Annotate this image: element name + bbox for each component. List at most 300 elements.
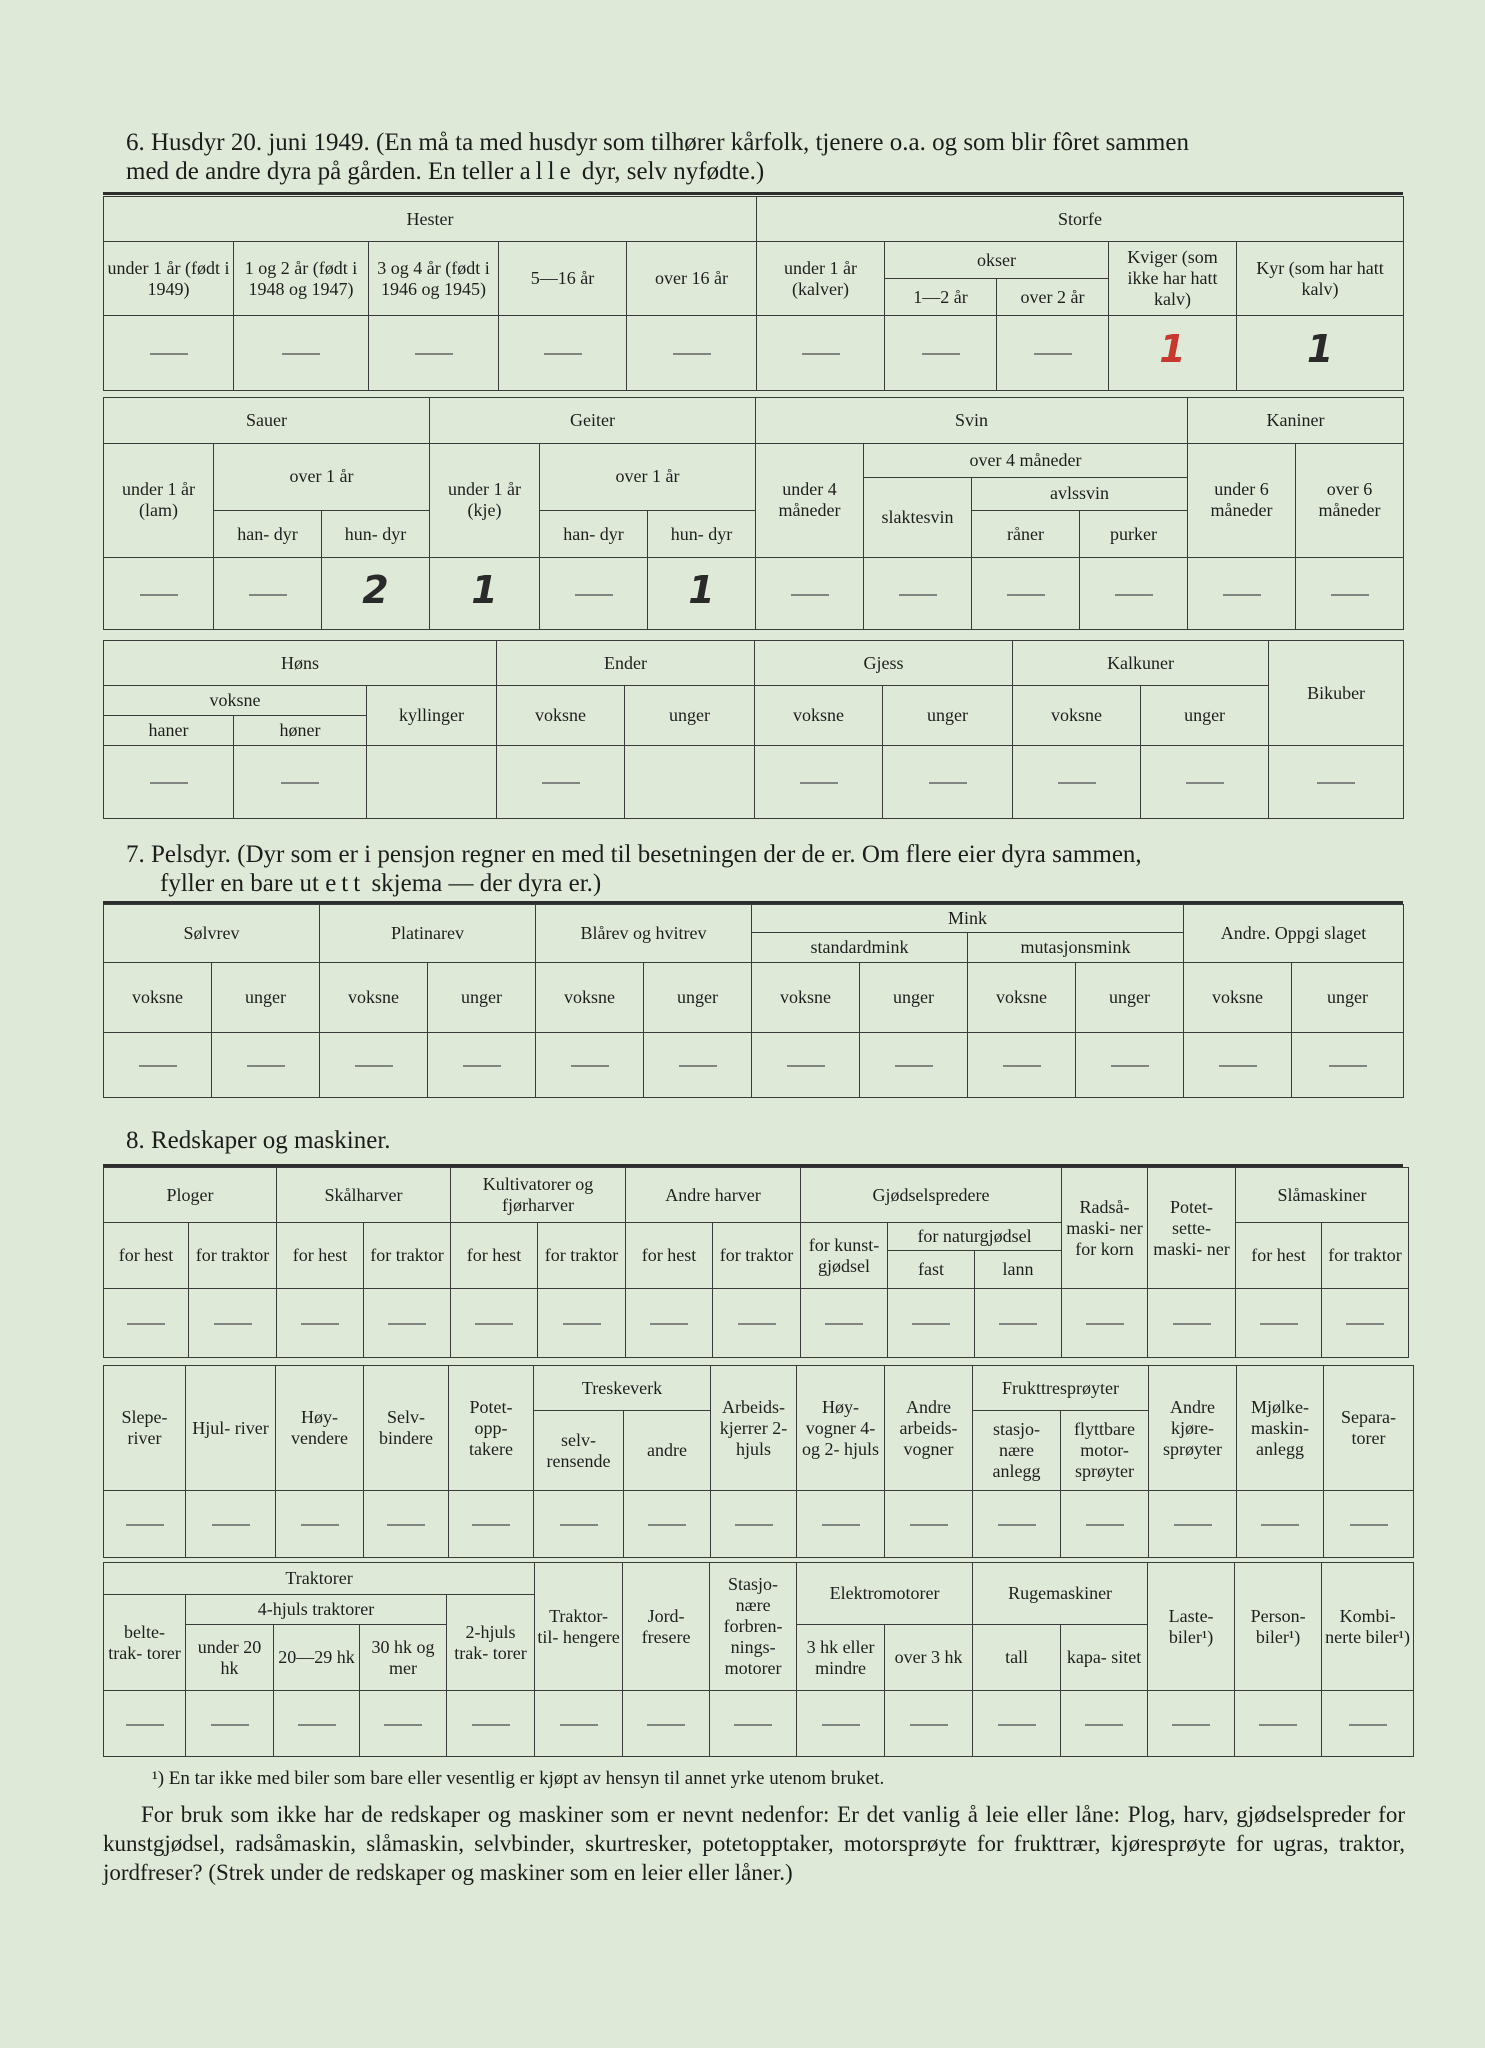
gjess-header: Gjess — [755, 641, 1013, 686]
section-6-line2 — [126, 157, 1406, 186]
col-unger: unger — [212, 963, 320, 1033]
sla-hest: for hest — [1236, 1223, 1322, 1289]
table-redskaper-1 — [103, 1167, 1485, 1358]
sauer-under-1: under 1 år (lam) — [104, 443, 214, 558]
entry-cell[interactable] — [757, 316, 885, 391]
beltetraktorer-header: belte- trak- torer — [104, 1595, 186, 1691]
potetopptakere-header: Potet- opp- takere — [449, 1366, 534, 1491]
footnote: ¹) En tar ikke med biler som bare eller vesentlig er kjøpt av hensyn til annet yrke utenom bruket. — [152, 1768, 885, 1789]
entry-cell[interactable] — [449, 1491, 534, 1558]
frukt-stasjonaere: stasjo- nære anlegg — [973, 1411, 1061, 1491]
section-8-title: 8. Redskaper og maskiner. — [126, 1127, 391, 1154]
col-voksne: voksne — [968, 963, 1076, 1033]
haner: haner — [104, 716, 234, 746]
hoyvogner-header: Høy- vogner 4- og 2- hjuls — [797, 1366, 885, 1491]
potetsettemaskiner-header: Potet- sette- maski- ner — [1148, 1168, 1236, 1289]
entry-cell[interactable] — [212, 1033, 320, 1098]
dash-mark — [1007, 594, 1045, 596]
col-voksne: voksne — [1184, 963, 1292, 1033]
section-6-rule — [103, 192, 1403, 195]
entry-cell[interactable] — [625, 746, 755, 819]
andre-hest: for hest — [626, 1223, 713, 1289]
entry-cell[interactable] — [104, 316, 234, 391]
col-unger: unger — [860, 963, 968, 1033]
entry-cell[interactable] — [1292, 1033, 1404, 1098]
dash-mark — [214, 1323, 252, 1325]
dash-mark — [929, 782, 967, 784]
section-6-line1: 6. Husdyr 20. juni 1949. (En må ta med husdyr som tilhører kårfolk, tjenere o.a. og som blir fôret sammen — [126, 129, 1189, 156]
entry-cell[interactable] — [104, 558, 214, 630]
slamaskiner-header: Slåmaskiner — [1236, 1168, 1409, 1223]
entry-cell[interactable] — [1324, 1491, 1414, 1558]
dash-mark — [1331, 594, 1369, 596]
entry-cell-kviger[interactable] — [1109, 316, 1237, 391]
dash-mark — [735, 1524, 773, 1526]
entry-cell[interactable] — [623, 1691, 710, 1757]
elektro-over-3hk: over 3 hk — [885, 1625, 973, 1691]
gjod-fast: fast — [888, 1251, 975, 1289]
entry-cell[interactable] — [214, 558, 322, 630]
table-redskaper-2 — [103, 1365, 1414, 1558]
storfe-under-1: under 1 år (kalver) — [757, 242, 885, 316]
entry-cell[interactable] — [360, 1691, 447, 1757]
entry-cell[interactable] — [801, 1289, 888, 1358]
hester-header: Hester — [104, 197, 757, 242]
entry-cell[interactable] — [1322, 1691, 1414, 1757]
entry-cell[interactable] — [644, 1033, 752, 1098]
entry-cell[interactable] — [648, 558, 756, 630]
entry-cell[interactable] — [364, 1491, 449, 1558]
hjulriver-header: Hjul- river — [186, 1366, 276, 1491]
svin-under-4: under 4 måneder — [756, 443, 864, 558]
kult-hest: for hest — [451, 1223, 538, 1289]
dash-mark — [571, 1065, 609, 1067]
entry-cell[interactable] — [186, 1491, 276, 1558]
dash-mark — [1350, 1524, 1388, 1526]
andre-arbeidsvogner-header: Andre arbeids- vogner — [885, 1366, 973, 1491]
dash-mark — [301, 1524, 339, 1526]
table-redskaper-3 — [103, 1562, 1414, 1757]
treskeverk-selvrensende: selv- rensende — [534, 1411, 624, 1491]
dash-mark — [355, 1065, 393, 1067]
okser-header: okser — [885, 242, 1109, 279]
kyr-value: 1 — [1306, 327, 1334, 371]
geiter-over-1: over 1 år — [540, 443, 756, 510]
dash-mark — [140, 594, 178, 596]
dash-mark — [679, 1065, 717, 1067]
table-row — [104, 746, 1404, 819]
dash-mark — [281, 782, 319, 784]
frukttresproyter-header: Frukttresprøyter — [973, 1366, 1149, 1411]
entry-cell[interactable] — [710, 1691, 797, 1757]
dash-mark — [1003, 1065, 1041, 1067]
dash-mark — [998, 1524, 1036, 1526]
dash-mark — [1172, 1724, 1210, 1726]
entry-cell[interactable] — [234, 316, 369, 391]
ruge-kapasitet: kapa- sitet — [1061, 1625, 1148, 1691]
dash-mark — [472, 1724, 510, 1726]
ender-unger: unger — [625, 686, 755, 746]
hester-5-16: 5—16 år — [499, 242, 627, 316]
entry-cell[interactable] — [888, 1289, 975, 1358]
entry-cell[interactable] — [430, 558, 540, 630]
dash-mark — [673, 353, 711, 355]
hester-3-4: 3 og 4 år (født i 1946 og 1945) — [369, 242, 499, 316]
section-7-line2b: skjema — der dyra er.) — [371, 870, 602, 897]
entry-cell[interactable] — [540, 558, 648, 630]
ploger-hest: for hest — [104, 1223, 189, 1289]
dash-mark — [150, 782, 188, 784]
entry-cell[interactable] — [711, 1491, 797, 1558]
skal-hest: for hest — [277, 1223, 364, 1289]
entry-cell[interactable] — [369, 316, 499, 391]
ruge-tall: tall — [973, 1625, 1061, 1691]
dash-mark — [822, 1724, 860, 1726]
entry-cell[interactable] — [1322, 1289, 1409, 1358]
dash-mark — [1058, 782, 1096, 784]
geiter-header: Geiter — [430, 398, 756, 444]
gjod-natur: for naturgjødsel — [888, 1223, 1062, 1251]
entry-cell[interactable] — [104, 1289, 189, 1358]
entry-cell[interactable] — [535, 1691, 623, 1757]
section-6-line2a: med de andre dyra på gården. En teller — [126, 158, 514, 185]
dash-mark — [1260, 1323, 1298, 1325]
skalharver-header: Skålharver — [277, 1168, 451, 1223]
entry-cell[interactable] — [973, 1491, 1061, 1558]
geiter-under-1: under 1 år (kje) — [430, 443, 540, 558]
kalkuner-header: Kalkuner — [1013, 641, 1269, 686]
entry-cell[interactable] — [1061, 1491, 1149, 1558]
entry-cell[interactable] — [536, 1033, 644, 1098]
gjodselspredere-header: Gjødselspredere — [801, 1168, 1062, 1223]
andre-harver-header: Andre harver — [626, 1168, 801, 1223]
kombinerte-biler-header: Kombi- nerte biler¹) — [1322, 1563, 1414, 1691]
hester-1-2: 1 og 2 år (født i 1948 og 1947) — [234, 242, 369, 316]
table-hester-storfe — [103, 196, 1404, 391]
skal-traktor: for traktor — [364, 1223, 451, 1289]
mjolkemaskin-header: Mjølke- maskin- anlegg — [1237, 1366, 1324, 1491]
table-row — [104, 1491, 1414, 1558]
treskeverk-andre: andre — [624, 1411, 711, 1491]
radsamaskiner-header: Radså- maski- ner for korn — [1062, 1168, 1148, 1289]
entry-cell[interactable] — [538, 1289, 626, 1358]
section-7-title — [126, 840, 1406, 898]
entry-cell[interactable] — [186, 1691, 274, 1757]
dash-mark — [126, 1724, 164, 1726]
dash-mark — [475, 1323, 513, 1325]
sauer-handyr: han- dyr — [214, 510, 322, 558]
sauer-over-1: over 1 år — [214, 443, 430, 510]
dash-mark — [211, 1724, 249, 1726]
dash-mark — [895, 1065, 933, 1067]
dash-mark — [1259, 1724, 1297, 1726]
entry-cell[interactable] — [1076, 1033, 1184, 1098]
entry-cell[interactable] — [428, 1033, 536, 1098]
dash-mark — [1346, 1323, 1384, 1325]
treskeverk-header: Treskeverk — [534, 1366, 711, 1411]
dash-mark — [544, 353, 582, 355]
dash-mark — [734, 1724, 772, 1726]
entry-cell[interactable] — [1149, 1491, 1237, 1558]
hons-voksne: voksne — [104, 686, 367, 716]
entry-cell[interactable] — [885, 1491, 973, 1558]
col-voksne: voksne — [104, 963, 212, 1033]
entry-cell[interactable] — [451, 1289, 538, 1358]
hk-20-29: 20—29 hk — [274, 1625, 360, 1691]
bikuber-header: Bikuber — [1269, 641, 1404, 746]
entry-cell[interactable] — [997, 316, 1109, 391]
storfe-header: Storfe — [757, 197, 1404, 242]
entry-cell[interactable] — [104, 746, 234, 819]
arbeidskjerrer-header: Arbeids- kjerrer 2-hjuls — [711, 1366, 797, 1491]
dash-mark — [463, 1065, 501, 1067]
entry-cell[interactable] — [364, 1289, 451, 1358]
dash-mark — [1223, 594, 1261, 596]
okser-1-2: 1—2 år — [885, 279, 997, 316]
entry-cell[interactable] — [883, 746, 1013, 819]
kviger-header: Kviger (som ikke har hatt kalv) — [1109, 242, 1237, 316]
entry-cell[interactable] — [1235, 1691, 1322, 1757]
forbrenningsmotorer-header: Stasjo- nære forbren- nings- motorer — [710, 1563, 797, 1691]
avlssvin: avlssvin — [972, 478, 1188, 511]
entry-cell[interactable] — [534, 1491, 624, 1558]
entry-cell[interactable] — [1148, 1289, 1236, 1358]
under-20hk: under 20 hk — [186, 1625, 274, 1691]
section-6-title — [126, 128, 1406, 186]
dash-mark — [560, 1724, 598, 1726]
entry-cell[interactable] — [1188, 558, 1296, 630]
svin-purker: purker — [1080, 510, 1188, 558]
personbiler-header: Person- biler¹) — [1235, 1563, 1322, 1691]
entry-cell[interactable] — [497, 746, 625, 819]
dash-mark — [1173, 1323, 1211, 1325]
entry-cell[interactable] — [860, 1033, 968, 1098]
dash-mark — [139, 1065, 177, 1067]
hk-30-mer: 30 hk og mer — [360, 1625, 447, 1691]
gjess-voksne: voksne — [755, 686, 883, 746]
dash-mark — [282, 353, 320, 355]
dash-mark — [249, 594, 287, 596]
dash-mark — [1086, 1524, 1124, 1526]
ender-voksne: voksne — [497, 686, 625, 746]
dash-mark — [912, 1323, 950, 1325]
entry-cell[interactable] — [1148, 1691, 1235, 1757]
entry-cell[interactable] — [797, 1491, 885, 1558]
table-fjorfe — [103, 640, 1404, 819]
okser-over-2: over 2 år — [997, 279, 1109, 316]
section-6-line2-spaced: alle — [519, 158, 576, 185]
slaktesvin: slaktesvin — [864, 478, 972, 558]
col-voksne: voksne — [536, 963, 644, 1033]
entry-cell[interactable] — [755, 746, 883, 819]
entry-cell[interactable] — [320, 1033, 428, 1098]
dash-mark — [822, 1524, 860, 1526]
hester-under-1: under 1 år (født i 1949) — [104, 242, 234, 316]
entry-cell[interactable] — [797, 1691, 885, 1757]
ploger-traktor: for traktor — [189, 1223, 277, 1289]
geiter-hundyr: hun- dyr — [648, 510, 756, 558]
dash-mark — [415, 353, 453, 355]
entry-cell[interactable] — [367, 746, 497, 819]
entry-cell[interactable] — [322, 558, 430, 630]
kyr-header: Kyr (som har hatt kalv) — [1237, 242, 1404, 316]
dash-mark — [575, 594, 613, 596]
table-pelsdyr — [103, 904, 1404, 1098]
entry-cell[interactable] — [1062, 1289, 1148, 1358]
entry-cell[interactable] — [1013, 746, 1141, 819]
solvrev-header: Sølvrev — [104, 905, 320, 963]
gjess-unger: unger — [883, 686, 1013, 746]
dash-mark — [1186, 782, 1224, 784]
dash-mark — [301, 1323, 339, 1325]
handwritten-value: 2 — [362, 567, 389, 612]
entry-cell[interactable] — [189, 1289, 277, 1358]
kalkuner-unger: unger — [1141, 686, 1269, 746]
tohjuls-header: 2-hjuls trak- torer — [447, 1595, 535, 1691]
dash-mark — [1317, 782, 1355, 784]
entry-cell[interactable] — [864, 558, 972, 630]
gjod-lann: lann — [975, 1251, 1062, 1289]
dash-mark — [910, 1524, 948, 1526]
kviger-value: 1 — [1159, 327, 1186, 371]
rugemaskiner-header: Rugemaskiner — [973, 1563, 1148, 1625]
dash-mark — [247, 1065, 285, 1067]
col-unger: unger — [1292, 963, 1404, 1033]
table-sauer-geiter-svin — [103, 397, 1404, 630]
dash-mark — [999, 1323, 1037, 1325]
kjoresproyter-header: Andre kjøre- sprøyter — [1149, 1366, 1237, 1491]
dash-mark — [1329, 1065, 1367, 1067]
dash-mark — [384, 1724, 422, 1726]
entry-cell[interactable] — [1184, 1033, 1292, 1098]
geiter-handyr: han- dyr — [540, 510, 648, 558]
section-7-line2-spaced: ett — [325, 870, 366, 897]
frukt-flyttbare: flyttbare motor- sprøyter — [1061, 1411, 1149, 1491]
entry-cell[interactable] — [624, 1491, 711, 1558]
hoyvendere-header: Høy- vendere — [276, 1366, 364, 1491]
section-7-line1: 7. Pelsdyr. (Dyr som er i pensjon regner en med til besetningen der de er. Om flere eier dyra sammen, — [126, 841, 1142, 868]
hester-over-16: over 16 år — [627, 242, 757, 316]
dash-mark — [542, 782, 580, 784]
entry-cell[interactable] — [1080, 558, 1188, 630]
table-row — [104, 1289, 1485, 1358]
entry-cell[interactable] — [447, 1691, 535, 1757]
mink-header: Mink — [752, 905, 1184, 933]
col-voksne: voksne — [752, 963, 860, 1033]
entry-cell[interactable] — [1237, 1491, 1324, 1558]
entry-cell[interactable] — [234, 746, 367, 819]
dash-mark — [388, 1323, 426, 1325]
dash-mark — [998, 1724, 1036, 1726]
col-voksne: voksne — [320, 963, 428, 1033]
entry-cell[interactable] — [626, 1289, 713, 1358]
kyllinger: kyllinger — [367, 686, 497, 746]
dash-mark — [150, 353, 188, 355]
entry-cell[interactable] — [713, 1289, 801, 1358]
entry-cell[interactable] — [274, 1691, 360, 1757]
sleperiver-header: Slepe- river — [104, 1366, 186, 1491]
traktortilhengere-header: Traktor- til- hengere — [535, 1563, 623, 1691]
entry-cell[interactable] — [975, 1289, 1062, 1358]
dash-mark — [472, 1524, 510, 1526]
entry-cell[interactable] — [1061, 1691, 1148, 1757]
selvbindere-header: Selv- bindere — [364, 1366, 449, 1491]
mutasjonsmink-header: mutasjonsmink — [968, 933, 1184, 963]
kaniner-under-6: under 6 måneder — [1188, 443, 1296, 558]
elektromotorer-header: Elektromotorer — [797, 1563, 973, 1625]
standardmink-header: standardmink — [752, 933, 968, 963]
entry-cell-kyr[interactable] — [1237, 316, 1404, 391]
dash-mark — [648, 1524, 686, 1526]
leie-lane-paragraph: For bruk som ikke har de redskaper og maskiner som er nevnt nedenfor: Er det vanlig å leie eller låne: Plog, harv, gjødselspreder for kunstgjødsel, radsåmaskin, slåmaskin, selvbinder, skurtresker, potetopptaker, motorsprøyte for frukttrær, kjøresprøyte for ugras, traktor, jordfreser? (Strek under de redskaper og maskiner som en leier eller låner.) — [103, 1802, 1405, 1885]
entry-cell[interactable] — [885, 1691, 973, 1757]
dash-mark — [1086, 1323, 1124, 1325]
entry-cell[interactable] — [104, 1691, 186, 1757]
jordfresere-header: Jord- fresere — [623, 1563, 710, 1691]
entry-cell[interactable] — [104, 1491, 186, 1558]
dash-mark — [126, 1524, 164, 1526]
lastebiler-header: Laste- biler¹) — [1148, 1563, 1235, 1691]
entry-cell[interactable] — [973, 1691, 1061, 1757]
dash-mark — [1219, 1065, 1257, 1067]
kalkuner-voksne: voksne — [1013, 686, 1141, 746]
entry-cell[interactable] — [627, 316, 757, 391]
col-unger: unger — [428, 963, 536, 1033]
entry-cell[interactable] — [756, 558, 864, 630]
col-unger: unger — [644, 963, 752, 1033]
entry-cell[interactable] — [1141, 746, 1269, 819]
hons-header: Høns — [104, 641, 497, 686]
dash-mark — [899, 594, 937, 596]
dash-mark — [738, 1323, 776, 1325]
dash-mark — [387, 1524, 425, 1526]
entry-cell[interactable] — [968, 1033, 1076, 1098]
gjod-kunst: for kunst- gjødsel — [801, 1223, 888, 1289]
andre-traktor: for traktor — [713, 1223, 801, 1289]
section-7-line2a: fyller en bare ut — [160, 870, 319, 897]
traktorer-header: Traktorer — [104, 1563, 535, 1595]
dash-mark — [127, 1323, 165, 1325]
section-7-line2 — [126, 869, 1406, 898]
table-row — [104, 1033, 1404, 1098]
andre-header: Andre. Oppgi slaget — [1184, 905, 1404, 963]
dash-mark — [910, 1724, 948, 1726]
handwritten-value: 1 — [471, 567, 498, 612]
blarev-header: Blårev og hvitrev — [536, 905, 752, 963]
dash-mark — [922, 353, 960, 355]
entry-cell[interactable] — [499, 316, 627, 391]
entry-cell[interactable] — [1269, 746, 1404, 819]
entry-cell[interactable] — [752, 1033, 860, 1098]
sauer-hundyr: hun- dyr — [322, 510, 430, 558]
kaniner-header: Kaniner — [1188, 398, 1404, 444]
dash-mark — [800, 782, 838, 784]
dash-mark — [1115, 594, 1153, 596]
entry-cell[interactable] — [276, 1491, 364, 1558]
dash-mark — [791, 594, 829, 596]
dash-mark — [1085, 1724, 1123, 1726]
entry-cell[interactable] — [1296, 558, 1404, 630]
entry-cell[interactable] — [277, 1289, 364, 1358]
entry-cell[interactable] — [972, 558, 1080, 630]
dash-mark — [647, 1724, 685, 1726]
entry-cell[interactable] — [104, 1033, 212, 1098]
entry-cell[interactable] — [885, 316, 997, 391]
entry-cell[interactable] — [1236, 1289, 1322, 1358]
handwritten-value: 1 — [688, 567, 715, 612]
dash-mark — [1349, 1724, 1387, 1726]
dash-mark — [212, 1524, 250, 1526]
